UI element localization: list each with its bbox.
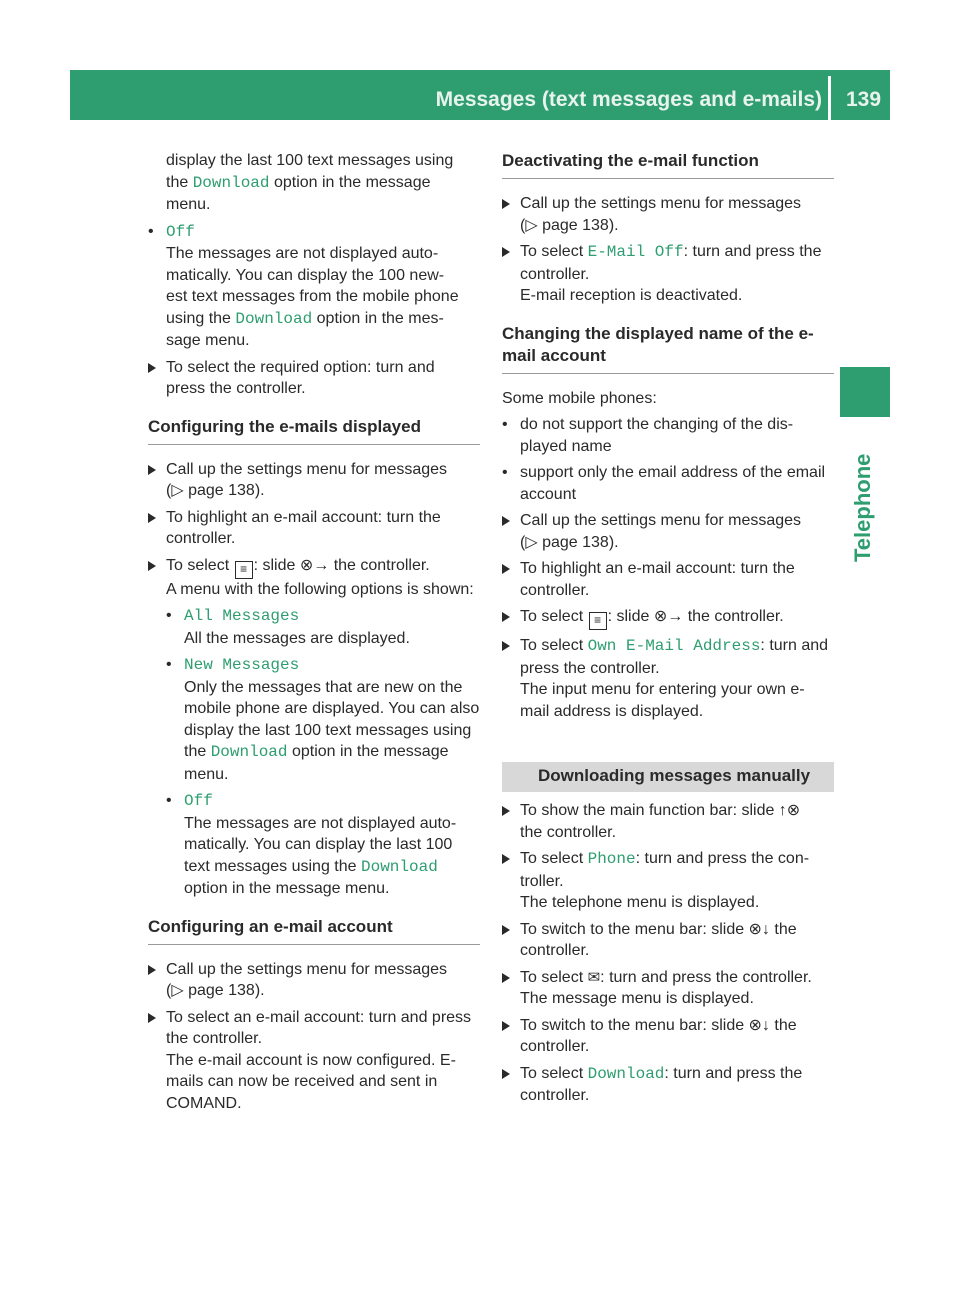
instruction-step: To select E-Mail Off: turn and press the	[502, 241, 834, 264]
header-divider	[828, 76, 831, 120]
text-line: display the last 100 text messages using	[184, 721, 472, 739]
right-column	[502, 150, 834, 1107]
text-line: mails can now be received and sent in	[166, 1073, 438, 1090]
text-line: press the controller.	[166, 380, 306, 397]
side-tab	[848, 453, 878, 562]
text-line: The e-mail account is now configured. E-	[166, 1051, 456, 1069]
instruction-step: To switch to the menu bar: slide ⊗↓ the	[502, 919, 834, 941]
text-line: The messages are not displayed auto-	[184, 814, 457, 832]
section-heading-shaded: Downloading messages manually	[502, 762, 834, 792]
bullet-icon: •	[166, 656, 172, 673]
step-arrow-icon	[502, 854, 510, 864]
step-arrow-icon	[502, 516, 510, 526]
text-line: Some mobile phones:	[502, 389, 657, 407]
step-arrow-icon	[502, 806, 510, 816]
envelope-icon: ✉	[587, 967, 601, 986]
instruction-step: To highlight an e-mail account: turn the	[502, 558, 834, 580]
bullet-icon: •	[502, 416, 508, 433]
step-arrow-icon	[148, 513, 156, 523]
text-line: troller.	[520, 872, 564, 890]
left-column	[148, 150, 480, 1114]
step-arrow-icon	[148, 561, 156, 571]
step-arrow-icon	[502, 564, 510, 574]
instruction-step: To switch to the menu bar: slide ⊗↓ the	[502, 1015, 834, 1037]
text-line: controller.	[520, 1087, 590, 1104]
text-line: sage menu.	[166, 332, 250, 349]
menu-option-off: Off	[166, 222, 195, 241]
text-line: using the Download option in the mes-	[166, 309, 444, 328]
text-line: the controller.	[166, 1030, 263, 1047]
instruction-step: Call up the settings menu for messages	[502, 510, 834, 532]
instruction-step: To select Own E-Mail Address: turn and	[502, 635, 834, 658]
text-line: Only the messages that are new on the	[184, 678, 463, 696]
instruction-step: Call up the settings menu for messages	[148, 959, 480, 981]
text-line: controller.	[520, 1038, 590, 1055]
step-arrow-icon	[502, 641, 510, 651]
option-new-messages: • New Messages	[166, 656, 300, 674]
text-line: mobile phone are displayed. You can also	[184, 700, 480, 717]
instruction-step: To select ✉: turn and press the controller.	[502, 967, 834, 989]
menu-option-download: Download	[192, 173, 270, 192]
page-reference: (▷ page 138).	[166, 482, 265, 499]
step-arrow-icon	[502, 247, 510, 257]
menu-icon: ≡	[235, 561, 253, 579]
text-line: option in the message menu.	[184, 880, 390, 897]
section-heading: Configuring an e-mail account	[148, 916, 480, 945]
text-line: the controller.	[520, 823, 617, 841]
text-line: The messages are not displayed auto-	[166, 245, 439, 262]
text-line: menu.	[184, 765, 229, 783]
step-arrow-icon	[502, 973, 510, 983]
bullet-icon: •	[502, 464, 508, 481]
step-arrow-icon	[148, 1013, 156, 1023]
text-line: controller.	[520, 942, 590, 959]
text-line: text messages using the Download	[184, 857, 438, 876]
text-line: matically. You can display the last 100	[184, 836, 453, 853]
step-arrow-icon	[502, 1021, 510, 1031]
text-line: mail address is displayed.	[520, 702, 704, 720]
section-heading: Configuring the e-mails displayed	[148, 416, 480, 445]
section-heading: Deactivating the e-mail function	[502, 150, 834, 179]
page-number: 139	[846, 88, 882, 111]
text-line: matically. You can display the 100 new-	[166, 266, 445, 284]
text-line: All the messages are displayed.	[184, 629, 410, 647]
bullet-icon: •	[166, 792, 172, 809]
instruction-step: To select Download: turn and press the	[502, 1063, 834, 1086]
text-line: account	[520, 485, 577, 503]
instruction-step: To select Phone: turn and press the con-	[502, 848, 834, 871]
text-line: The input menu for entering your own e-	[520, 681, 805, 698]
instruction-step: To select ≡ : slide ⊗→ the controller.	[148, 555, 480, 579]
step-arrow-icon	[502, 925, 510, 935]
page-reference: (▷ page 138).	[520, 533, 619, 551]
option-all-messages: • All Messages	[166, 607, 300, 625]
bullet-icon: •	[148, 222, 154, 240]
text-line: A menu with the following options is shown:	[166, 580, 474, 598]
page-reference: (▷ page 138).	[520, 216, 619, 234]
list-item: • support only the email address of the email	[502, 462, 834, 484]
instruction-step: To show the main function bar: slide ↑⊗	[502, 800, 834, 822]
text-line: est text messages from the mobile phone	[166, 288, 459, 305]
text-line: controller.	[520, 581, 590, 599]
text-line: COMAND.	[166, 1094, 242, 1112]
list-item: • do not support the changing of the dis-	[502, 414, 834, 436]
step-arrow-icon	[502, 1069, 510, 1079]
text-line: E-mail reception is deactivated.	[520, 287, 743, 304]
text-line: menu.	[166, 196, 211, 213]
step-arrow-icon	[502, 612, 510, 622]
side-tab-label: Telephone	[850, 453, 875, 562]
text-line: The telephone menu is displayed.	[520, 894, 760, 911]
bullet-icon: •	[166, 607, 172, 624]
page-header-title: Messages (text messages and e-mails)	[435, 88, 822, 111]
text-line: the Download option in the message	[166, 173, 431, 192]
step-arrow-icon	[502, 199, 510, 209]
instruction-step: Call up the settings menu for messages	[148, 459, 480, 481]
text-line: press the controller.	[520, 659, 660, 677]
instruction-step: To select the required option: turn and	[148, 357, 480, 379]
menu-icon: ≡	[589, 612, 607, 630]
option-off: • Off	[166, 792, 213, 810]
step-arrow-icon	[148, 465, 156, 475]
instruction-step: To select an e-mail account: turn and press	[148, 1007, 480, 1029]
menu-option-download: Download	[235, 309, 313, 328]
text-line: controller.	[166, 530, 236, 547]
page-reference: (▷ page 138).	[166, 982, 265, 999]
instruction-step: Call up the settings menu for messages	[502, 193, 834, 215]
text-line: The message menu is displayed.	[520, 990, 754, 1007]
section-heading: Changing the displayed name of the e- mail account	[502, 323, 834, 374]
text-line: played name	[520, 437, 612, 455]
instruction-step: To highlight an e-mail account: turn the	[148, 507, 480, 529]
option-off	[148, 221, 480, 244]
text-line: display the last 100 text messages using	[166, 152, 454, 169]
text-line: controller.	[520, 265, 590, 283]
step-arrow-icon	[148, 965, 156, 975]
instruction-step: To select ≡ : slide ⊗→ the controller.	[502, 606, 834, 630]
step-arrow-icon	[148, 363, 156, 373]
text-line: the Download option in the message	[184, 743, 449, 761]
